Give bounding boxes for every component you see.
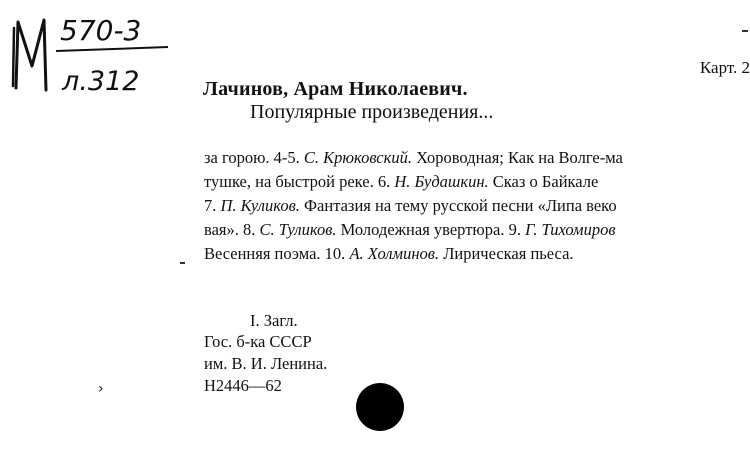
contents-line: за горою. 4-5. С. Крюковский. Хороводная; Как на Волге-ма: [204, 148, 623, 167]
margin-tick: ›: [98, 381, 104, 397]
contents-line: 7. П. Куликов. Фантазия на тему русской песни «Липа веко: [204, 196, 617, 215]
contents-line: вая». 8. С. Туликов. Молодежная увертюра. 9. Г. Тихомиров: [204, 220, 616, 239]
margin-dash: [180, 262, 185, 264]
card-code: Н2446—62: [204, 376, 282, 395]
work-title: Популярные произведения...: [250, 101, 494, 123]
inventory-number: л.312: [62, 66, 140, 97]
author-heading: Лачинов, Арам Николаевич.: [203, 78, 468, 100]
library-name-continued: им. В. И. Ленина.: [204, 354, 328, 373]
handwritten-letter-m: [10, 14, 60, 94]
contents-line: тушке, на быстрой реке. 6. Н. Будашкин. Сказ о Байкале: [204, 172, 599, 191]
card-punch-hole: [356, 383, 404, 431]
card-number: Карт. 2: [699, 58, 750, 77]
tracing-heading: I. Загл.: [250, 311, 298, 330]
contents-line: Весенняя поэма. 10. А. Холминов. Лирическая пьеса.: [204, 244, 574, 263]
edge-dash: [742, 30, 748, 32]
library-name: Гос. б-ка СССР: [204, 332, 312, 351]
shelf-mark: 570-3: [60, 14, 142, 47]
